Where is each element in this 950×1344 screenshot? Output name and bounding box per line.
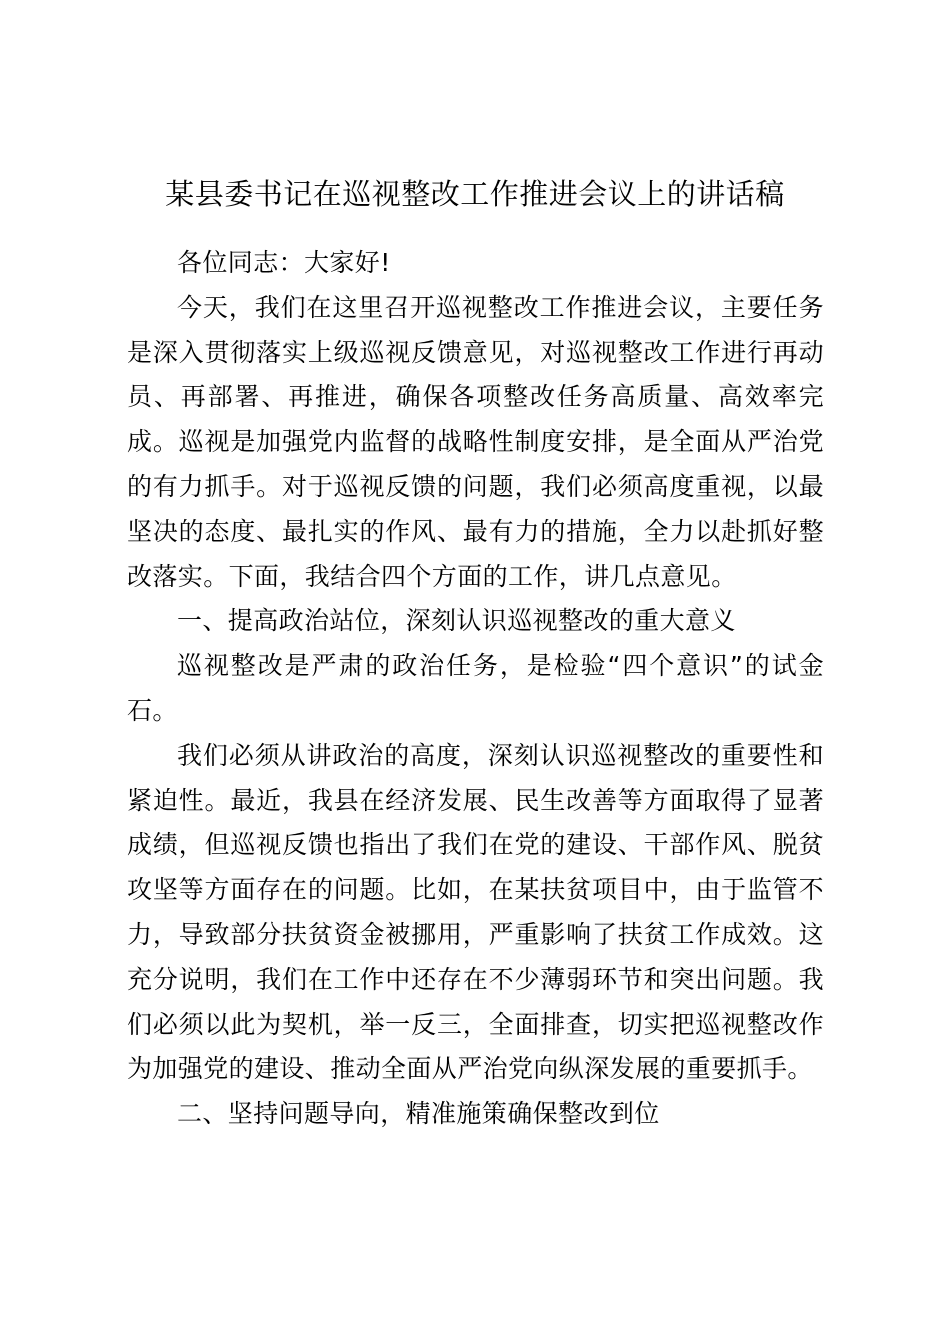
- salutation: 各位同志：大家好!: [177, 248, 391, 277]
- section-heading-1: 一、提高政治站位，深刻认识巡视整改的重大意义: [177, 606, 736, 636]
- body-paragraph: 巡视整改是严肃的政治任务，是检验“四个意识”的试金石。: [127, 651, 824, 725]
- body-paragraph-intro: 今天，我们在这里召开巡视整改工作推进会议，主要任务是深入贯彻落实上级巡视反馈意见，对巡视整改工作进行再动员、再部署、再推进，确保各项整改任务高质量、高效率完成。巡视是加强党内监督的战略性制度安排，是全面从严治党的有力抓手。对于巡视反馈的问题，我们必须高度重视，以最坚决的态度、最扎实的作风、最有力的措施，全力以赴抓好整改落实。下面，我结合四个方面的工作，讲几点意见。: [127, 292, 824, 591]
- body-paragraph: 我们必须从讲政治的高度，深刻认识巡视整改的重要性和紧迫性。最近，我县在经济发展、民生改善等方面取得了显著成绩，但巡视反馈也指出了我们在党的建设、干部作风、脱贫攻坚等方面存在的问题。比如，在某扶贫项目中，由于监管不力，导致部分扶贫资金被挪用，严重影响了扶贫工作成效。这充分说明，我们在工作中还存在不少薄弱环节和突出问题。我们必须以此为契机，举一反三，全面排查，切实把巡视整改作为加强党的建设、推动全面从严治党向纵深发展的重要抓手。: [127, 740, 824, 1084]
- document-body: [127, 241, 824, 1137]
- document-title: 某县委书记在巡视整改工作推进会议上的讲话稿: [165, 177, 785, 211]
- section-heading-2: 二、坚持问题导向，精准施策确保整改到位: [177, 1099, 660, 1129]
